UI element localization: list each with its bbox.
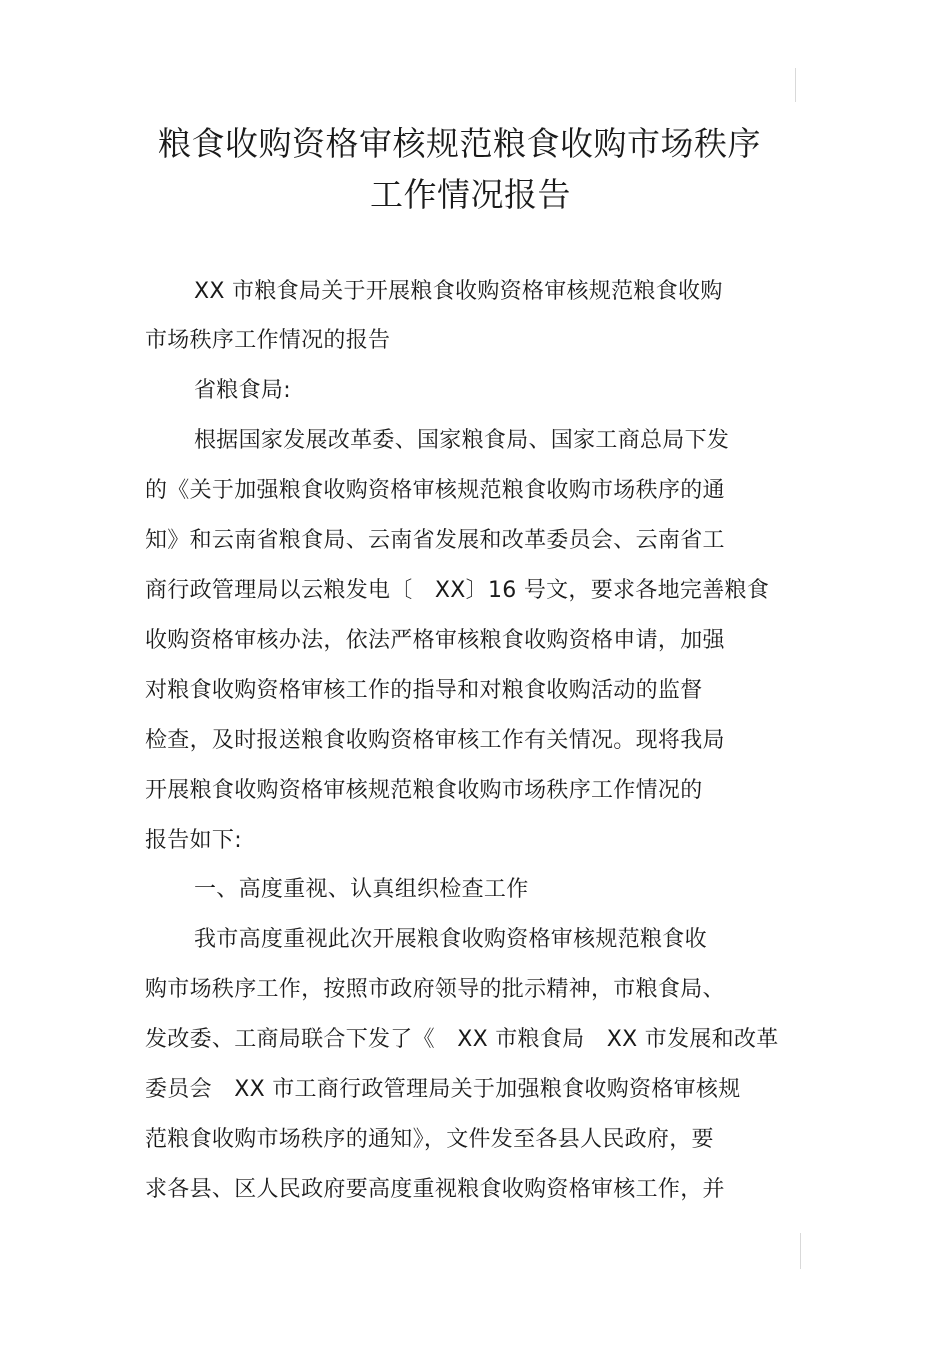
paragraph-line: 范粮食收购市场秩序的通知》，文件发至各县人民政府，要 [145,1127,714,1152]
paragraph-line: 对粮食收购资格审核工作的指导和对粮食收购活动的监督 [145,678,703,703]
paragraph-line: 省粮食局: [194,378,291,403]
paragraph-line: 委员会 XX 市工商行政管理局关于加强粮食收购资格审核规 [145,1077,741,1102]
margin-mark-bottom [800,1233,801,1269]
paragraph-line: 求各县、区人民政府要高度重视粮食收购资格审核工作，并 [145,1177,725,1202]
paragraph-line: 报告如下: [145,828,242,853]
paragraph-line: 开展粮食收购资格审核规范粮食收购市场秩序工作情况的 [145,778,703,803]
paragraph-line: 根据国家发展改革委、国家粮食局、国家工商总局下发 [194,428,730,453]
paragraph-line: XX 市粮食局关于开展粮食收购资格审核规范粮食收购 [194,279,723,304]
paragraph-line: 我市高度重视此次开展粮食收购资格审核规范粮食收 [194,927,707,952]
paragraph-line: 知》和云南省粮食局、云南省发展和改革委员会、云南省工 [145,528,725,553]
paragraph-line: 收购资格审核办法，依法严格审核粮食收购资格申请，加强 [145,628,725,653]
paragraph-line: 发改委、工商局联合下发了《 XX 市粮食局 XX 市发展和改革 [145,1027,779,1052]
paragraph-line: 商行政管理局以云粮发电〔 XX〕16 号文，要求各地完善粮食 [145,578,770,603]
document-title-line-2: 工作情况报告 [370,175,571,214]
document-title-line-1: 粮食收购资格审核规范粮食收购市场秩序 [158,124,761,163]
paragraph-line: 的《关于加强粮食收购资格审核规范粮食收购市场秩序的通 [145,478,725,503]
margin-mark-top [795,68,796,102]
paragraph-line: 检查，及时报送粮食收购资格审核工作有关情况。现将我局 [145,728,725,753]
paragraph-line: 市场秩序工作情况的报告 [145,328,391,353]
section-heading: 一、高度重视、认真组织检查工作 [194,877,529,902]
paragraph-line: 购市场秩序工作，按照市政府领导的批示精神，市粮食局、 [145,977,725,1002]
